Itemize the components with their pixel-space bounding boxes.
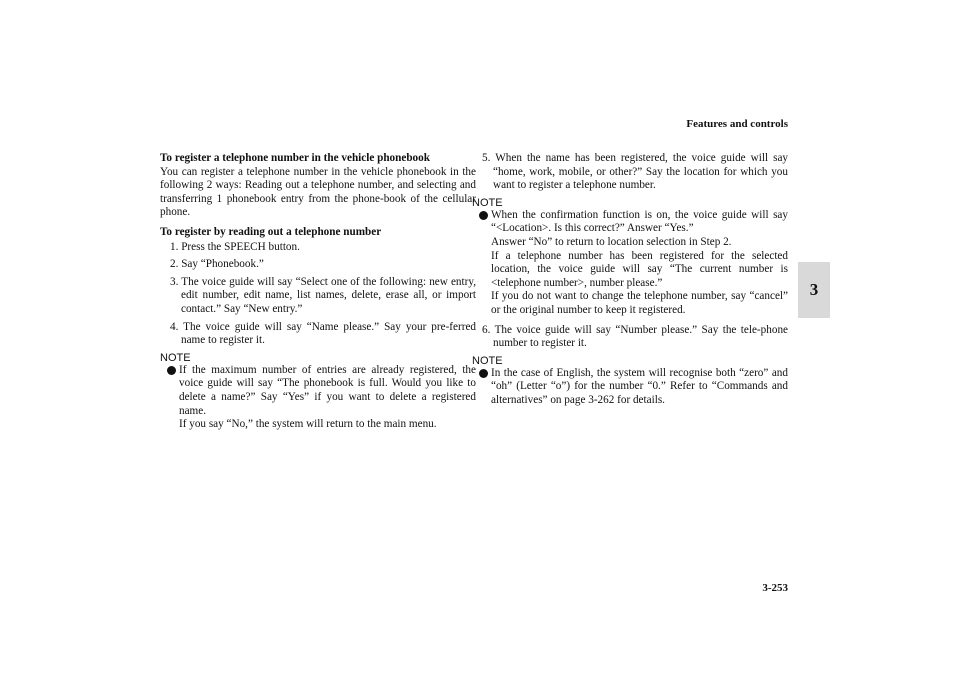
note-text: When the confirmation function is on, the voice guide will say “<Location>. Is this correct?” Answer “Yes.”: [491, 208, 788, 235]
step-item: 1. Press the SPEECH button.: [170, 240, 300, 253]
note-label: NOTE: [472, 354, 503, 367]
note-label: NOTE: [160, 351, 191, 364]
page-header-title: Features and controls: [686, 118, 788, 130]
step-item: 4. The voice guide will say “Name please.” Say your pre-ferred name to register it.: [170, 320, 476, 347]
intro-paragraph: You can register a telephone number in the vehicle phonebook in the following 2 ways: Reading out a telephone number, and selecting and transferring 1 phonebook entry from the phone-book of the cellular phone.: [160, 165, 476, 219]
note-text: Answer “No” to return to location selection in Step 2.: [491, 235, 732, 248]
note-text: If you do not want to change the telephone number, say “cancel” or the original number to keep it registered.: [491, 290, 788, 316]
note-text: If a telephone number has been registered for the selected location, the voice guide will say “The current number is <telephone number>, number please.”: [491, 249, 788, 289]
step-item: 2. Say “Phonebook.”: [170, 258, 264, 271]
bullet-icon: [479, 369, 488, 378]
bullet-icon: [167, 366, 176, 375]
note-text: In the case of English, the system will recognise both “zero” and “oh” (Letter “o”) for the number “0.” Refer to “Commands and alternatives” on page 3-262 for details.: [491, 366, 788, 406]
left-column: [160, 152, 476, 432]
section-heading-read-out: To register by reading out a telephone number: [160, 225, 382, 238]
chapter-number: 3: [809, 280, 819, 299]
chapter-tab: [798, 262, 830, 318]
bullet-icon: [479, 211, 488, 220]
section-heading-register-phonebook: To register a telephone number in the vehicle phonebook: [160, 152, 430, 164]
note-item: [472, 209, 788, 318]
note-item: [472, 367, 788, 408]
note-item: [160, 364, 476, 432]
page-number: 3-253: [762, 582, 788, 594]
right-column: [472, 152, 788, 408]
note-label: NOTE: [472, 196, 503, 209]
step-item: 5. When the name has been registered, the voice guide will say “home, work, mobile, or other?” Say the location for which you want to register a telephone number.: [482, 152, 788, 192]
note-text: If the maximum number of entries are already registered, the voice guide will say “The phonebook is full. Would you like to delete a name?” Say “Yes” if you want to delete a registered name.: [179, 363, 476, 417]
step-item: 6. The voice guide will say “Number please.” Say the tele-phone number to register it.: [482, 323, 788, 350]
step-item: 3. The voice guide will say “Select one of the following: new entry, edit number, edit name, list names, delete, erase all, or import contact.” Say “New entry.”: [170, 275, 476, 315]
note-text: If you say “No,” the system will return to the main menu.: [179, 418, 437, 431]
